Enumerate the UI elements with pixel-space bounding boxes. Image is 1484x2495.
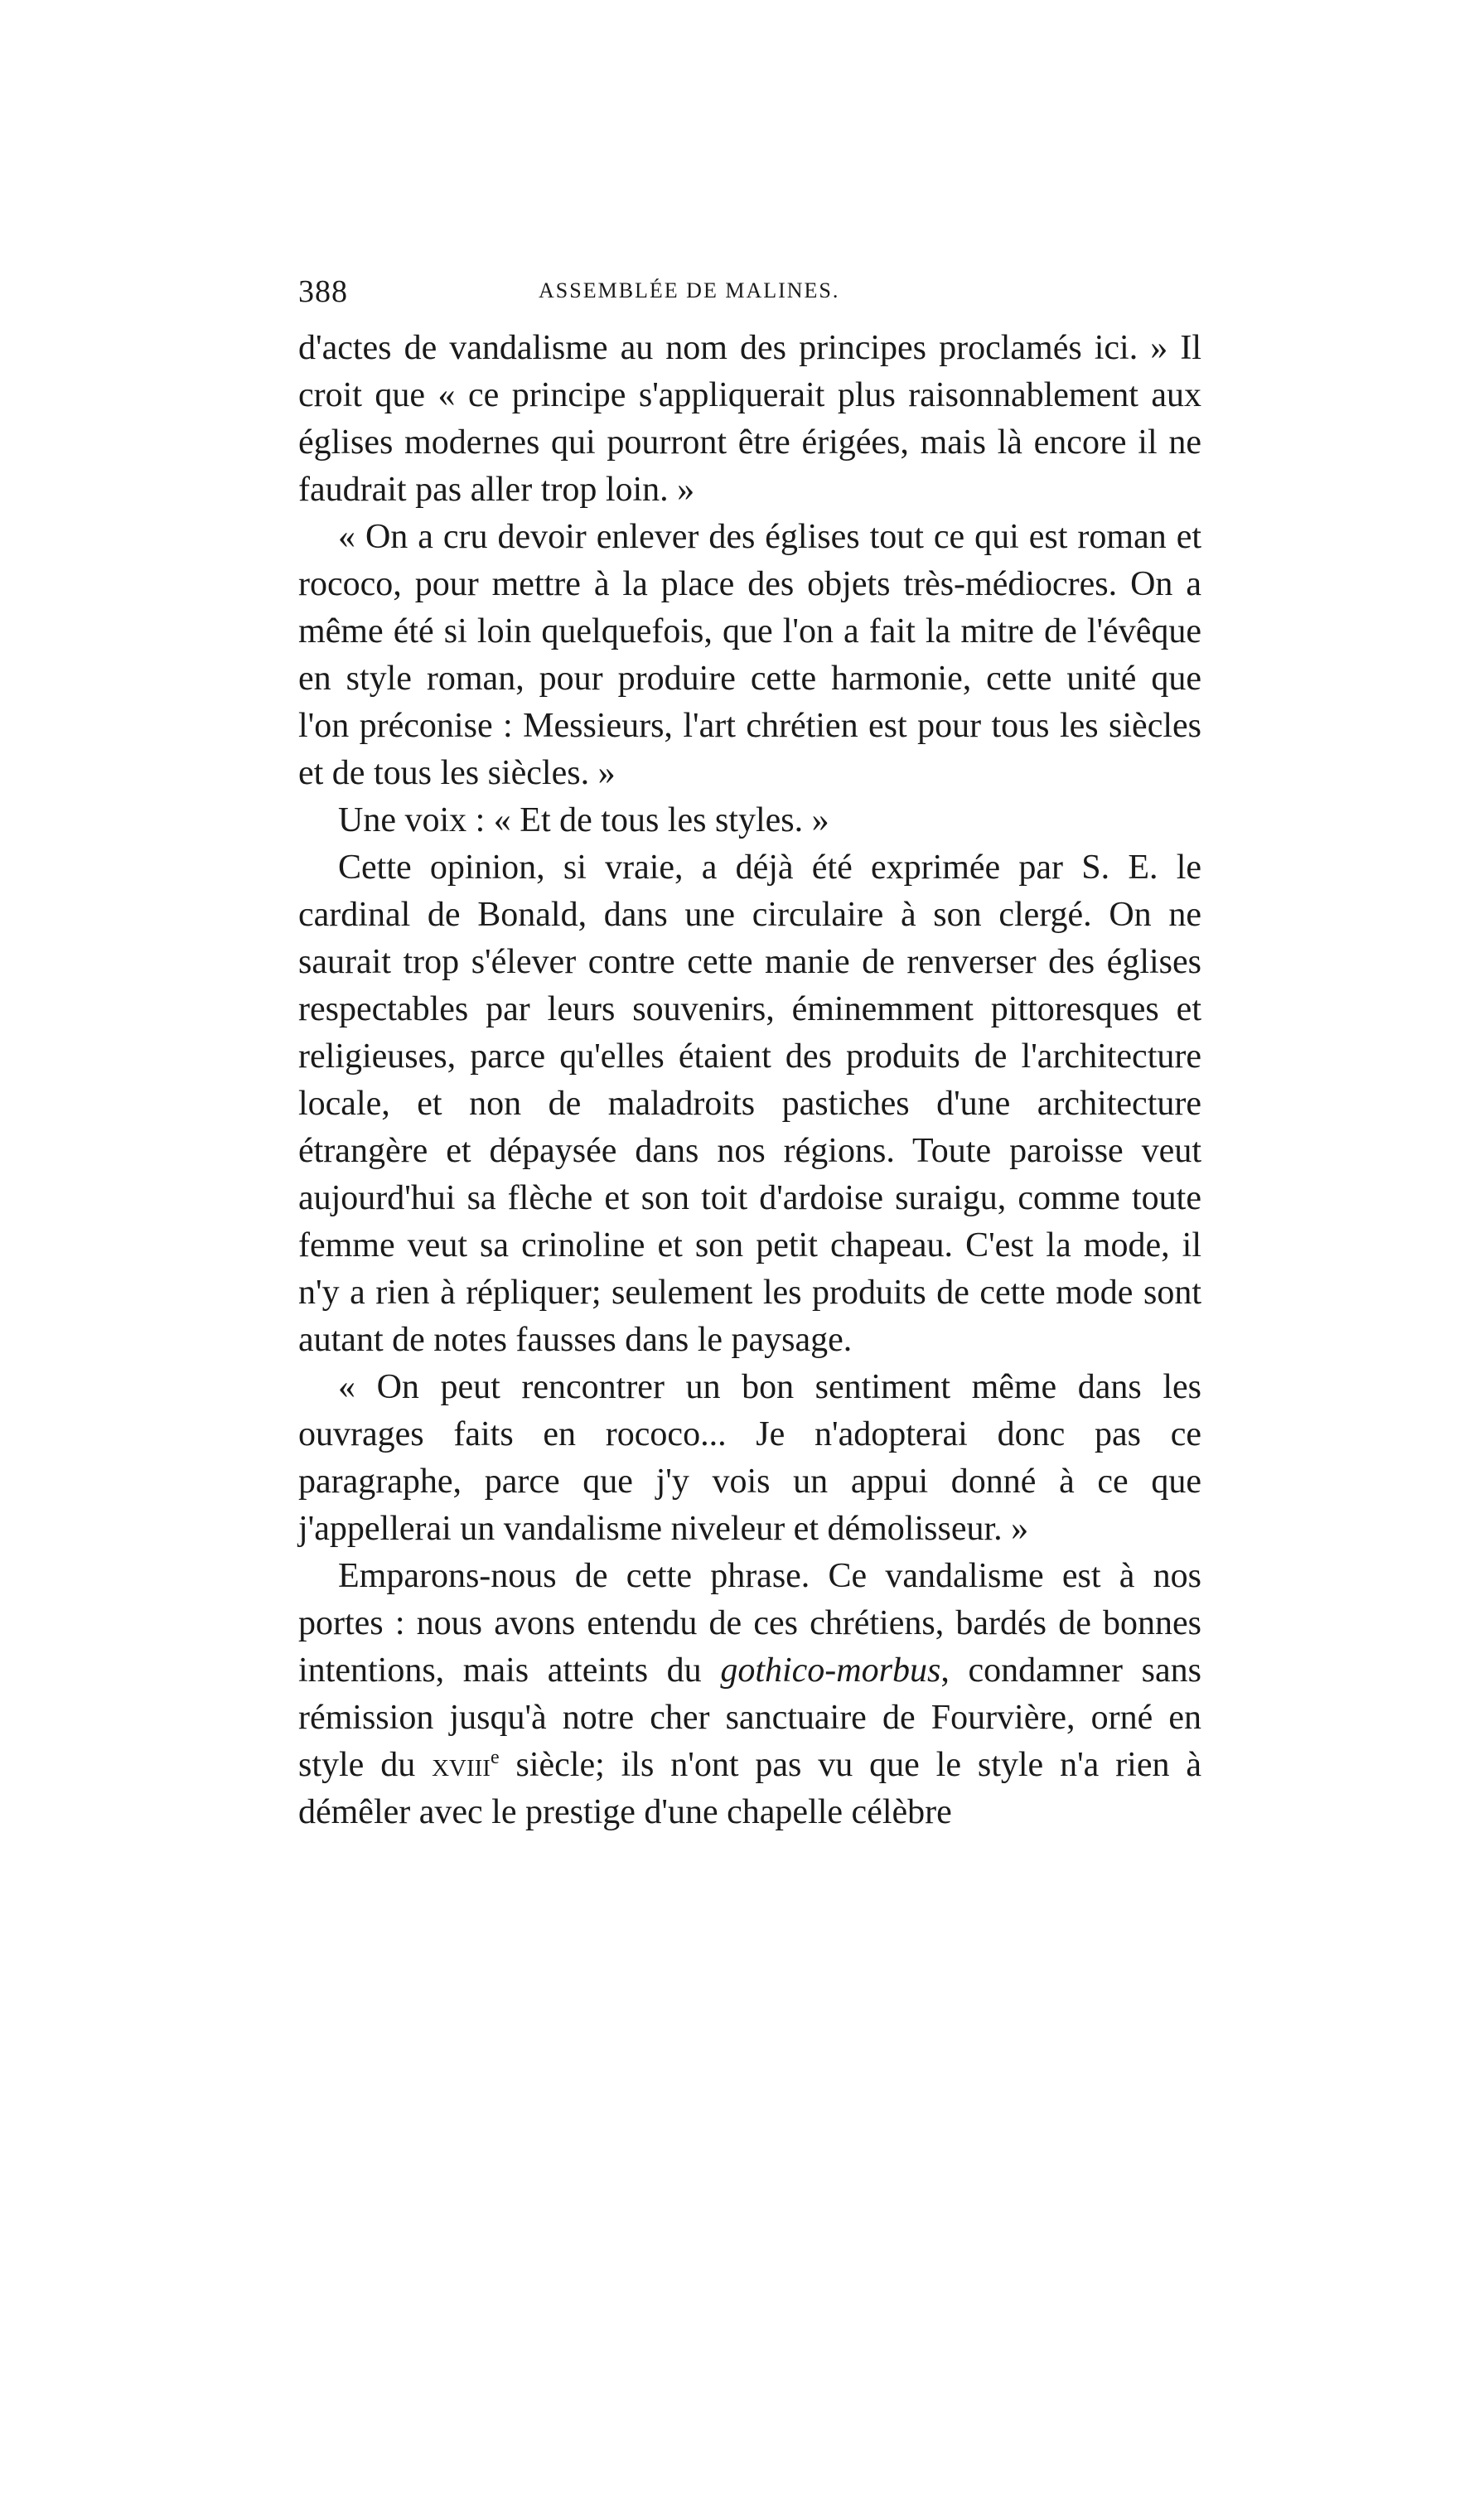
century-suffix: e: [490, 1747, 500, 1768]
paragraph-quote-roman-rococo: « On a cru devoir enlever des églises tout ce qui est roman et rococo, pour mettre à la place des objets très-médiocres. On a même été si loin quelquefois, que l'on a fait la mitre de l'évêque en style roman, pour produire cette harmonie, cette unité que l'on préconise : Messieurs, l'art chrétien est pour tous les siècles et de tous les siècles. »: [298, 518, 1201, 792]
century-numeral: xviii: [432, 1746, 491, 1784]
text-before-italic: Emparons-nous de cette phrase. Ce vandalisme est à nos portes : nous avons entendu de ces chrétiens, bardés de bonnes intentions, mais atteints du: [298, 1557, 1201, 1690]
text-after-italic: , condamner sans rémission jusqu'à notre cher sanctuaire de Fourvière, orné en style du: [298, 1651, 1201, 1784]
paragraph-une-voix: Une voix : « Et de tous les styles. »: [338, 801, 829, 839]
page-header: [298, 273, 1201, 320]
text-ending: siècle; ils n'ont pas vu que le style n'a rien à démêler avec le prestige d'une chapelle célèbre: [298, 1746, 1202, 1831]
italic-term: gothico-morbus: [720, 1651, 941, 1690]
paragraph-emparons-nous: [298, 1553, 1201, 1836]
running-title: ASSEMBLÉE DE MALINES.: [539, 278, 840, 302]
paragraph-quote-niveleur: « On peut rencontrer un bon sentiment même dans les ouvrages faits en rococo... Je n'adopterai donc pas ce paragraphe, parce que j'y vois un appui donné à ce que j'appellerai un vandalisme niveleur et démolisseur. »: [298, 1368, 1201, 1548]
paragraph-continuation: d'actes de vandalisme au nom des principes proclamés ici. » Il croit que « ce principe s'appliquerait plus raisonnablement aux églises modernes qui pourront être érigées, mais là encore il ne faudrait pas aller trop loin. »: [298, 329, 1201, 509]
paragraph-cardinal-bonald: Cette opinion, si vraie, a déjà été exprimée par S. E. le cardinal de Bonald, dans une circulaire à son clergé. On ne saurait trop s'élever contre cette manie de renverser des églises respectables par leurs souvenirs, éminemment pittoresques et religieuses, parce qu'elles étaient des produits de l'architecture locale, et non de maladroits pastiches d'une architecture étrangère et dépaysée dans nos régions. Toute paroisse veut aujourd'hui sa flèche et son toit d'ardoise suraigu, comme toute femme veut sa crinoline et son petit chapeau. C'est la mode, il n'y a rien à répliquer; seulement les produits de cette mode sont autant de notes fausses dans le paysage.: [298, 849, 1201, 1359]
body-text: [298, 325, 1201, 1836]
page-number: 388: [298, 274, 348, 309]
